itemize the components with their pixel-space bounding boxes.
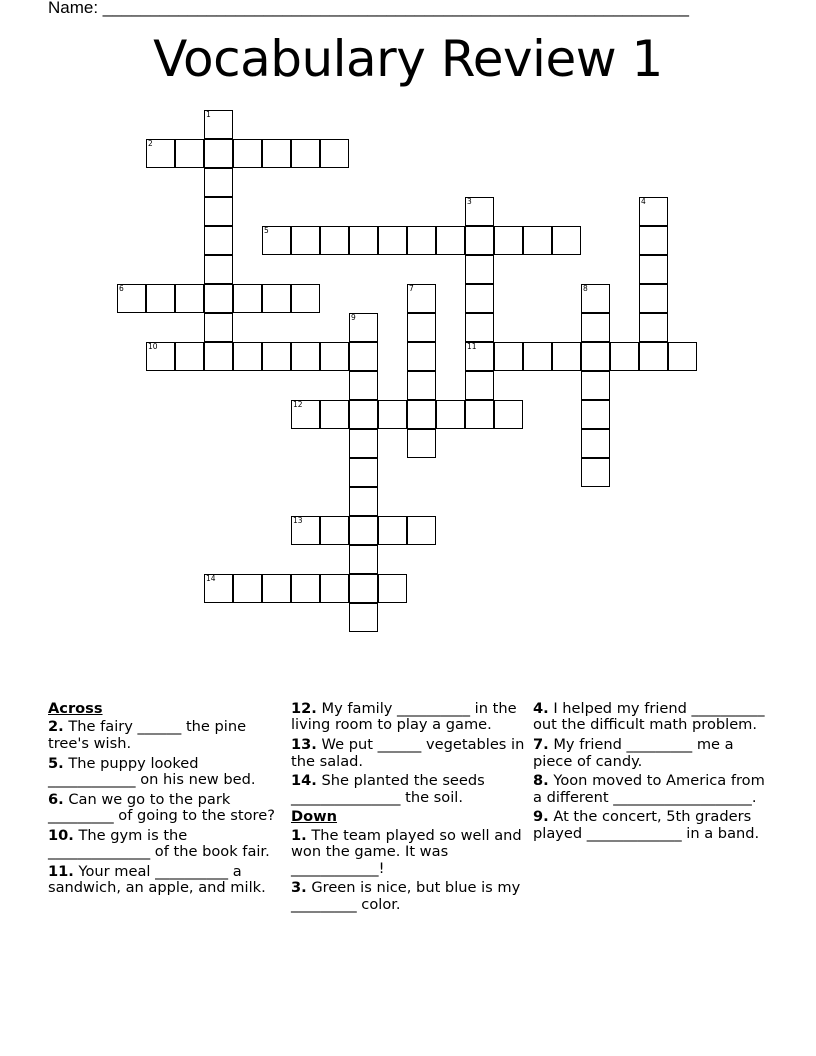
clue-across-5: 5. The puppy looked ____________ on his new bed.: [48, 754, 256, 788]
clue-down-9: 9. At the concert, 5th graders played _____________ in a band.: [533, 808, 760, 842]
clue-across-2: 2. The fairy ______ the pine tree's wish.: [48, 718, 247, 752]
clue-number-label: 7: [409, 284, 414, 293]
clue-down-7: 7. My friend _________ me a piece of candy.: [533, 736, 734, 770]
grid-cell[interactable]: [349, 487, 378, 516]
grid-cell[interactable]: [465, 284, 494, 313]
clue-across-10: 10. The gym is the ______________ of the book fair.: [48, 826, 270, 861]
clue-across-6: 6. Can we go to the park _________ of going to the store?: [48, 790, 275, 825]
down-heading: Down: [291, 808, 338, 826]
grid-cell[interactable]: [494, 400, 523, 429]
grid-cell[interactable]: [233, 284, 262, 313]
grid-cell[interactable]: [407, 313, 436, 342]
grid-cell[interactable]: [233, 139, 262, 168]
grid-cell[interactable]: [639, 226, 668, 255]
page-title: Vocabulary Review 1: [153, 30, 663, 88]
clue-number-label: 4: [641, 197, 646, 206]
grid-cell[interactable]: [233, 574, 262, 603]
grid-cell[interactable]: [523, 226, 552, 255]
grid-cell[interactable]: [378, 574, 407, 603]
name-line[interactable]: Name: ______________________________________________________________: [48, 0, 689, 17]
clue-number-label: 1: [206, 110, 211, 119]
grid-cell[interactable]: [349, 400, 378, 429]
clue-number-label: 3: [467, 197, 472, 206]
grid-cell[interactable]: [262, 284, 291, 313]
clue-down-3: 3. Green is nice, but blue is my _________ color.: [291, 879, 521, 913]
grid-cell[interactable]: [639, 284, 668, 313]
grid-cell[interactable]: [378, 226, 407, 255]
grid-cell[interactable]: [291, 342, 320, 371]
grid-cell[interactable]: [204, 255, 233, 284]
grid-cell[interactable]: [262, 139, 291, 168]
grid-cell[interactable]: [320, 342, 349, 371]
clue-number-label: 8: [583, 284, 588, 293]
grid-cell[interactable]: [639, 313, 668, 342]
grid-cell[interactable]: [523, 342, 552, 371]
grid-cell[interactable]: [639, 255, 668, 284]
clue-down-8: 8. Yoon moved to America from a different ___________________.: [533, 772, 765, 806]
grid-cell[interactable]: [436, 400, 465, 429]
grid-cell[interactable]: [581, 400, 610, 429]
grid-cell[interactable]: [204, 197, 233, 226]
grid-cell[interactable]: [581, 371, 610, 400]
grid-cell[interactable]: [581, 458, 610, 487]
clue-number-label: 2: [148, 139, 153, 148]
clue-number-label: 9: [351, 313, 356, 322]
clue-across-13: 13. We put ______ vegetables in the salad.: [291, 736, 525, 770]
clue-number-label: 5: [264, 226, 269, 235]
grid-cell[interactable]: [465, 400, 494, 429]
grid-cell[interactable]: [320, 139, 349, 168]
grid-cell[interactable]: [320, 226, 349, 255]
clue-column-3: [533, 701, 769, 845]
grid-cell[interactable]: [204, 226, 233, 255]
grid-cell[interactable]: [204, 313, 233, 342]
grid-cell[interactable]: [291, 226, 320, 255]
clue-column-2: [291, 701, 527, 916]
grid-cell[interactable]: [552, 226, 581, 255]
grid-cell[interactable]: [204, 342, 233, 371]
grid-cell[interactable]: [320, 516, 349, 545]
grid-cell[interactable]: [407, 429, 436, 458]
grid-cell[interactable]: [494, 342, 523, 371]
clue-number-label: 11: [467, 342, 477, 351]
grid-cell[interactable]: [146, 284, 175, 313]
grid-cell[interactable]: [436, 226, 465, 255]
grid-cell[interactable]: [349, 342, 378, 371]
grid-cell[interactable]: [407, 226, 436, 255]
clue-across-11: 11. Your meal __________ a sandwich, an apple, and milk.: [48, 862, 266, 897]
grid-cell[interactable]: [349, 603, 378, 632]
clue-column-1: [48, 701, 284, 900]
grid-cell[interactable]: [349, 226, 378, 255]
clue-number-label: 14: [206, 574, 216, 583]
grid-cell[interactable]: [407, 371, 436, 400]
grid-cell[interactable]: [320, 574, 349, 603]
clue-across-14: 14. She planted the seeds _______________ the soil.: [291, 772, 485, 806]
clue-number-label: 10: [148, 342, 158, 351]
across-heading: Across: [48, 700, 103, 717]
grid-cell[interactable]: [349, 429, 378, 458]
grid-cell[interactable]: [349, 371, 378, 400]
grid-cell[interactable]: [291, 139, 320, 168]
grid-cell[interactable]: [581, 313, 610, 342]
grid-cell[interactable]: [204, 139, 233, 168]
grid-cell[interactable]: [465, 371, 494, 400]
grid-cell[interactable]: [291, 284, 320, 313]
clue-down-4: 4. I helped my friend __________ out the difficult math problem.: [533, 700, 765, 734]
grid-cell[interactable]: [581, 429, 610, 458]
clue-number-label: 13: [293, 516, 303, 525]
grid-cell[interactable]: [320, 400, 349, 429]
grid-cell[interactable]: [204, 284, 233, 313]
grid-cell[interactable]: [349, 458, 378, 487]
grid-cell[interactable]: [175, 139, 204, 168]
grid-cell[interactable]: [581, 342, 610, 371]
grid-cell[interactable]: [204, 168, 233, 197]
grid-cell[interactable]: [378, 516, 407, 545]
clue-number-label: 12: [293, 400, 303, 409]
grid-cell[interactable]: [465, 313, 494, 342]
grid-cell[interactable]: [668, 342, 697, 371]
grid-cell[interactable]: [494, 226, 523, 255]
grid-cell[interactable]: [233, 342, 262, 371]
grid-cell[interactable]: [465, 226, 494, 255]
grid-cell[interactable]: [349, 516, 378, 545]
grid-cell[interactable]: [465, 255, 494, 284]
grid-cell[interactable]: [639, 342, 668, 371]
grid-cell[interactable]: [175, 342, 204, 371]
grid-cell[interactable]: [175, 284, 204, 313]
grid-cell[interactable]: [349, 545, 378, 574]
grid-cell[interactable]: [552, 342, 581, 371]
grid-cell[interactable]: [407, 342, 436, 371]
grid-cell[interactable]: [291, 574, 320, 603]
grid-cell[interactable]: [407, 516, 436, 545]
grid-cell[interactable]: [407, 400, 436, 429]
grid-cell[interactable]: [262, 342, 291, 371]
grid-cell[interactable]: [349, 574, 378, 603]
clue-across-12: 12. My family __________ in the living room to play a game.: [291, 700, 517, 734]
clue-number-label: 6: [119, 284, 124, 293]
clue-down-1: 1. The team played so well and won the game. It was ____________!: [291, 826, 522, 877]
grid-cell[interactable]: [378, 400, 407, 429]
grid-cell[interactable]: [262, 574, 291, 603]
grid-cell[interactable]: [610, 342, 639, 371]
